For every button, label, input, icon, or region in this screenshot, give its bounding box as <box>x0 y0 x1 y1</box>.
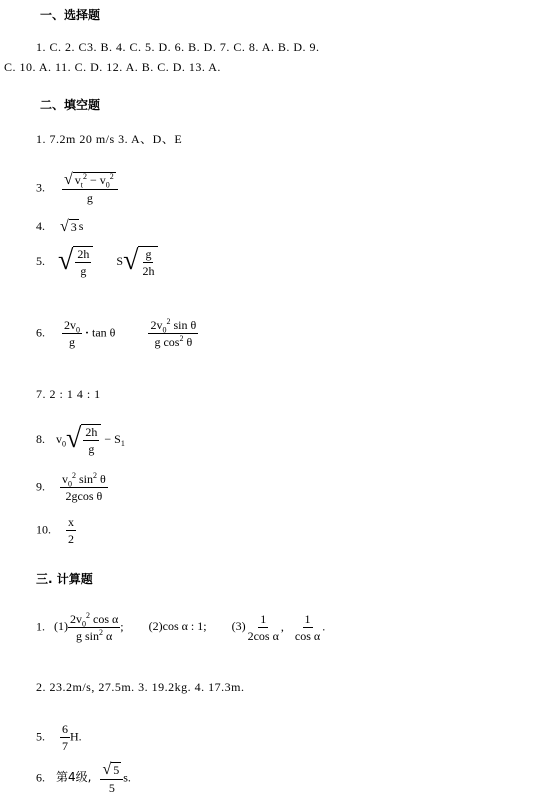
calc-answer-1: 1. (1) $\frac{2v_0^2 \cos \alpha}{g \sin^2 \alpha}$ ; (2)cos α : 1; (3) $\frac{1}{\text{2cos α}}$ , $\frac{1}{\text{cos α}}$ . <box>36 611 326 643</box>
section-choice-title: 一、选择题 <box>40 8 101 22</box>
fill-answer-10 <box>36 515 76 546</box>
calc-answer-1-number: 1. <box>36 619 45 634</box>
section-fill-title: 二、填空题 <box>40 98 101 112</box>
choice-answers-line-1: 1. C. 2. C3. B. 4. C. 5. D. 6. B. D. 7. C. 8. A. B. D. 9. <box>36 40 320 54</box>
fill-answer-10-numerator: x <box>68 515 74 529</box>
calc-answer-6-unit: s. <box>123 770 131 785</box>
fill-answer-3 <box>36 172 118 205</box>
calc-answer-5-unit: H. <box>70 729 82 744</box>
fill-answer-3-number: 3. <box>36 180 45 195</box>
fill-answer-4-number: 4. <box>36 219 45 233</box>
section-calc-title: 三. 计算题 <box>36 572 93 586</box>
fill-answer-4-unit: s <box>78 219 84 233</box>
fill-answer-10-denominator: 2 <box>68 532 74 546</box>
calc-answer-2-4: 2. 23.2m/s, 27.5m. 3. 19.2kg. 4. 17.3m. <box>36 680 245 694</box>
fill-answer-7: 7. 2 : 1 4 : 1 <box>36 387 101 401</box>
fill-answer-5: 5. √ $\frac{2h}{g}$ S √ $\frac{g}{2h}$ <box>36 246 158 278</box>
calc-answer-6: 6. 第4级, √ 5 5 s. <box>36 761 131 796</box>
fill-answer-4: 4. √ 3 s <box>36 218 84 236</box>
calc-answer-6-number: 6. <box>36 770 45 785</box>
calc-answer-5: 5. $\frac{6}{7}$ H. <box>36 722 82 753</box>
fill-answer-9: 9. $\frac{v_0^2 \sin^2 \theta}{\text{2gcos θ}}$ <box>36 471 106 503</box>
fill-answer-10-number: 10. <box>36 522 51 537</box>
fill-answer-8: 8. $v_0$ √ $\frac{2h}{g}$ − $S_1$ <box>36 423 125 456</box>
fill-answer-6-number: 6. <box>36 325 45 340</box>
fill-answer-6: 6. $\frac{2v_0}{g}$ · tan θ $\frac{2v_0^2 \sin \theta}{g \cos^2 \theta}$ <box>36 317 197 349</box>
fill-answer-8-number: 8. <box>36 431 45 446</box>
fill-answer-9-number: 9. <box>36 479 45 494</box>
calc-answer-1-part1: (1) <box>54 619 68 634</box>
fill-answer-5-s: S <box>116 253 124 268</box>
choice-answers-line-2: C. 10. A. 11. C. D. 12. A. B. C. D. 13. A. <box>4 60 221 74</box>
calc-answer-5-number: 5. <box>36 729 45 744</box>
calc-answer-1-part2: (2)cos α : 1; <box>148 619 207 634</box>
fill-answer-3-fraction: √ $v_t^2 - v_0^2$ g <box>62 172 118 205</box>
calc-answer-1-part3: (3) <box>231 619 246 634</box>
calc-answer-6-text: 第4级, <box>56 770 92 785</box>
fill-answer-1: 1. 7.2m 20 m/s 3. A、D、E <box>36 132 183 146</box>
fill-answer-6-tan: tan θ <box>92 325 116 340</box>
fill-answer-5-number: 5. <box>36 253 45 268</box>
